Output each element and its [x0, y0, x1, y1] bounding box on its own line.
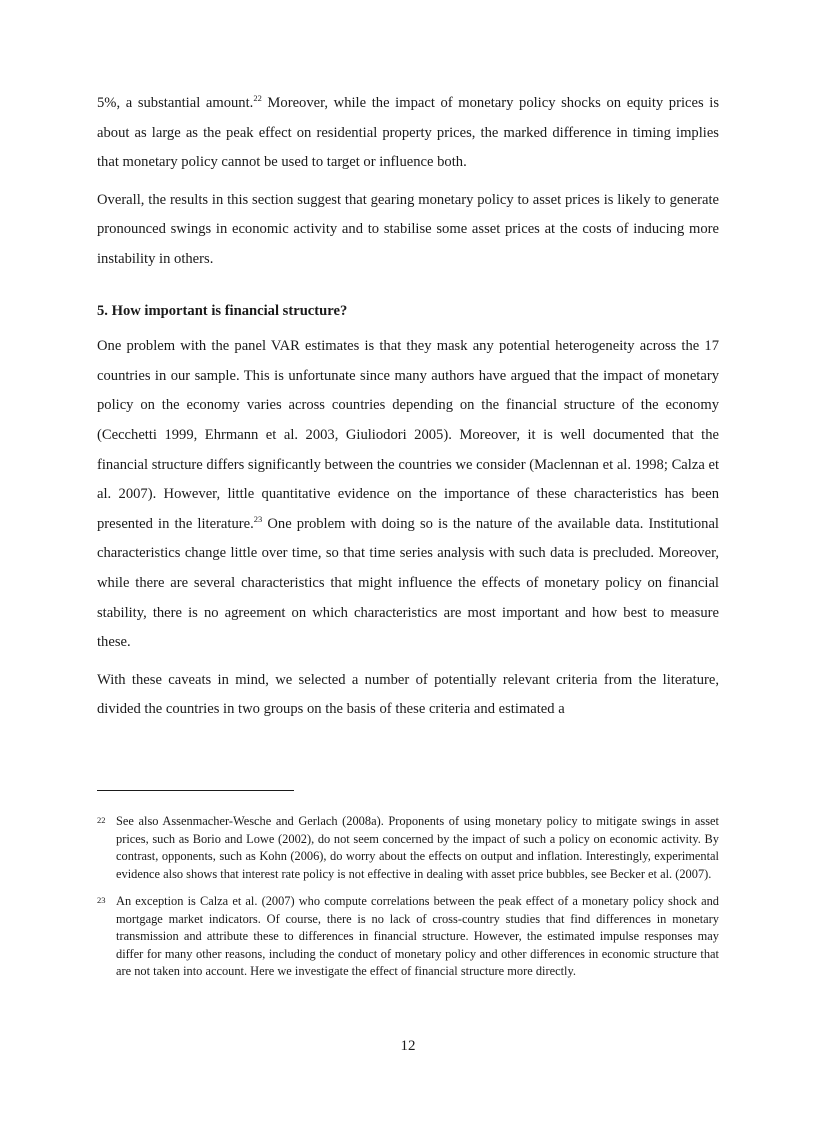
paragraph-overall-results: Overall, the results in this section suggest that gearing monetary policy to asset prices is likely to generate pronounced swings in economic activity and to stabilise some asset prices at the costs of inducing more instability in others.: [97, 191, 719, 267]
paragraph-text: One problem with the panel VAR estimates is that they mask any potential heterogeneity across the 17 countries in our sample. This is unfortunate since many authors have argued that the impact of monetary policy on the economy varies across countries depending on the financial structure of the economy (Cecchetti 1999, Ehrmann et al. 2003, Giuliodori 2005). Moreover, it is well documented that the financial structure differs significantly between the countries we consider (Maclennan et al. 1998; Calza et al. 2007). However, little quantitative evidence on the importance of these characteristics has been presented in the literature.: [97, 338, 719, 532]
paragraph-panel-var-heterogeneity: [97, 332, 719, 658]
page-body: [97, 89, 719, 733]
footnote-22: [97, 813, 719, 883]
page-number: 12: [400, 1038, 416, 1054]
footnote-23: [97, 893, 719, 981]
footnote-number: 22: [97, 815, 106, 825]
paragraph-asset-price-timing: [97, 89, 719, 178]
footnote-ref-23[interactable]: 23: [253, 513, 263, 524]
footnotes: [97, 813, 719, 991]
footnote-text: An exception is Calza et al. (2007) who compute correlations between the peak effect of a monetary policy shock and mortgage market indicators. Of course, there is no lack of cross-country studies that find differences in monetary transmission and attribute these to differences in financial structure. However, the estimated impulse responses may differ for many other reasons, including the conduct of monetary policy and other differences in economic structure that are not taken into account. Here we investigate the effect of financial structure more directly.: [116, 894, 719, 978]
footnote-ref-22[interactable]: 22: [253, 93, 262, 104]
section-heading: 5. How important is financial structure?: [97, 302, 348, 319]
footnote-number: 23: [97, 895, 106, 905]
paragraph-text: One problem with doing so is the nature of the available data. Institutional characteristics change little over time, so that time series analysis with such data is precluded. Moreover, while there are several characteristics that might influence the effects of monetary policy on financial stability, there is no agreement on which characteristics are most important and how best to measure these.: [97, 515, 719, 651]
footnote-separator: [97, 790, 294, 791]
paragraph-caveats: With these caveats in mind, we selected a number of potentially relevant criteria from the literature, divided the countries in two groups on the basis of these criteria and estimated a: [97, 671, 719, 718]
paragraph-text: 5%, a substantial amount.: [97, 95, 254, 111]
footnote-text: See also Assenmacher-Wesche and Gerlach (2008a). Proponents of using monetary policy to mitigate swings in asset prices, such as Borio and Lowe (2002), do not seem concerned by the impact of such a policy on economic activity. By contrast, opponents, such as Kohn (2006), do worry about the effects on output and inflation. Interestingly, experimental evidence also shows that interest rate policy is not effective in dealing with asset price bubbles, see Becker et al. (2007).: [116, 814, 719, 881]
paragraph-text: Moreover, while the impact of monetary policy shocks on equity prices is about as large as the peak effect on residential property prices, the marked difference in timing implies that monetary policy cannot be used to target or influence both.: [97, 95, 719, 171]
